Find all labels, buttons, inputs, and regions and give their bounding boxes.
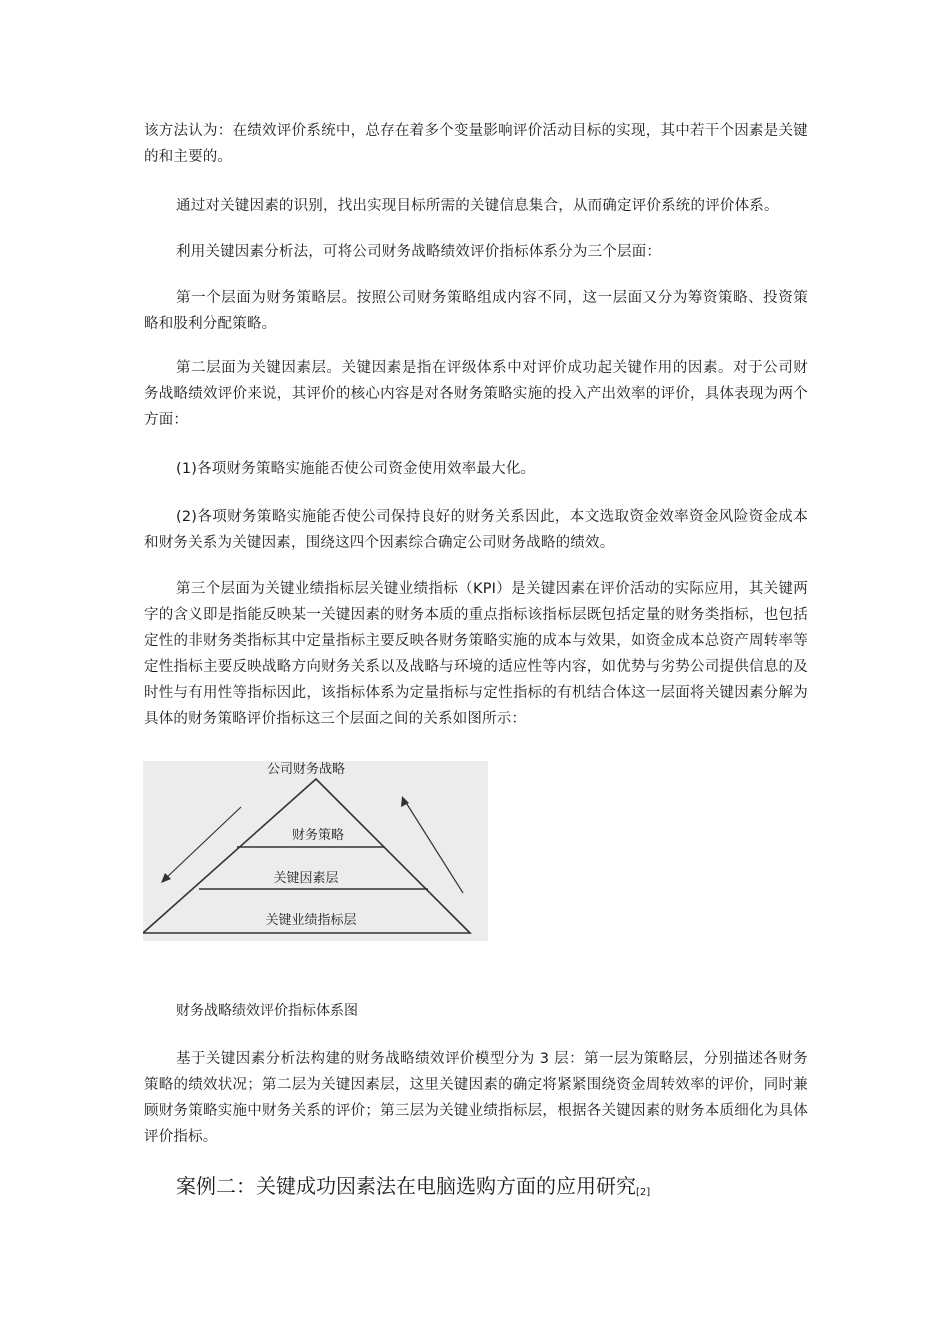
paragraph-item-1: (1)各项财务策略实施能否使公司资金使用效率最大化。 — [176, 461, 536, 477]
reference-marker[interactable]: [2] — [636, 1187, 651, 1198]
pyramid-figure — [143, 761, 488, 941]
paragraph-identify: 通过对关键因素的识别，找出实现目标所需的关键信息集合，从而确定评价系统的评价体系。 — [176, 198, 779, 214]
pyramid-outline — [143, 779, 470, 933]
paragraph-level-three: 第三个层面为关键业绩指标层关键业绩指标（KPI）是关键因素在评价活动的实际应用，其关键两字的含义即是指能反映某一关键因素的财务本质的重点指标该指标层既包括定量的财务类指标，也包括定性的非财务类指标其中定量指标主要反映各财务策略实施的成本与效果，如资金成本总资产周转率等定性指标主要反映战略方向财务关系以及战略与环境的适应性等内容，如优势与劣势公司提供信息的及时性与有用性等指标因此，该指标体系为定量指标与定性指标的有机结合体这一层面将关键因素分解为具体的财务策略评价指标这三个层面之间的关系如图所示： — [144, 581, 808, 727]
apex-label: 公司财务战略 — [266, 762, 346, 777]
paragraph-model: 基于关键因素分析法构建的财务战略绩效评价模型分为 3 层：第一层为策略层，分别描述各财务策略的绩效状况；第二层为关键因素层，这里关键因素的确定将紧紧围绕资金周转效率的评价，同时兼顾财务策略实施中财务关系的评价；第三层为关键业绩指标层，根据各关键因素的财务本质细化为具体评价指标。 — [144, 1051, 808, 1145]
paragraph-three-levels: 利用关键因素分析法，可将公司财务战略绩效评价指标体系分为三个层面： — [176, 244, 662, 260]
section-heading — [176, 1170, 650, 1207]
paragraph-level-two: 第二层面为关键因素层。关键因素是指在评级体系中对评价成功起关键作用的因素。对于公司财务战略绩效评价来说，其评价的核心内容是对各财务策略实施的投入产出效率的评价，具体表现为两个方面： — [144, 360, 808, 428]
figure-caption: 财务战略绩效评价指标体系图 — [176, 1003, 358, 1019]
level-label-kpi: 关键业绩指标层 — [265, 913, 357, 928]
paragraph-level-one: 第一个层面为财务策略层。按照公司财务策略组成内容不同，这一层面又分为筹资策略、投资策略和股利分配策略。 — [144, 290, 808, 332]
level-label-key-factor: 关键因素层 — [273, 871, 339, 886]
down-arrow-line — [165, 807, 241, 879]
section-heading-text: 案例二：关键成功因素法在电脑选购方面的应用研究 — [176, 1174, 636, 1198]
up-arrow-line — [405, 801, 463, 893]
level-label-strategy: 财务策略 — [291, 828, 345, 843]
paragraph-method: 该方法认为：在绩效评价系统中，总存在着多个变量影响评价活动目标的实现，其中若干个因素是关键的和主要的。 — [144, 123, 808, 165]
paragraph-item-2: (2)各项财务策略实施能否使公司保持良好的财务关系因此，本文选取资金效率资金风险资金成本和财务关系为关键因素，围绕这四个因素综合确定公司财务战略的绩效。 — [144, 509, 808, 551]
